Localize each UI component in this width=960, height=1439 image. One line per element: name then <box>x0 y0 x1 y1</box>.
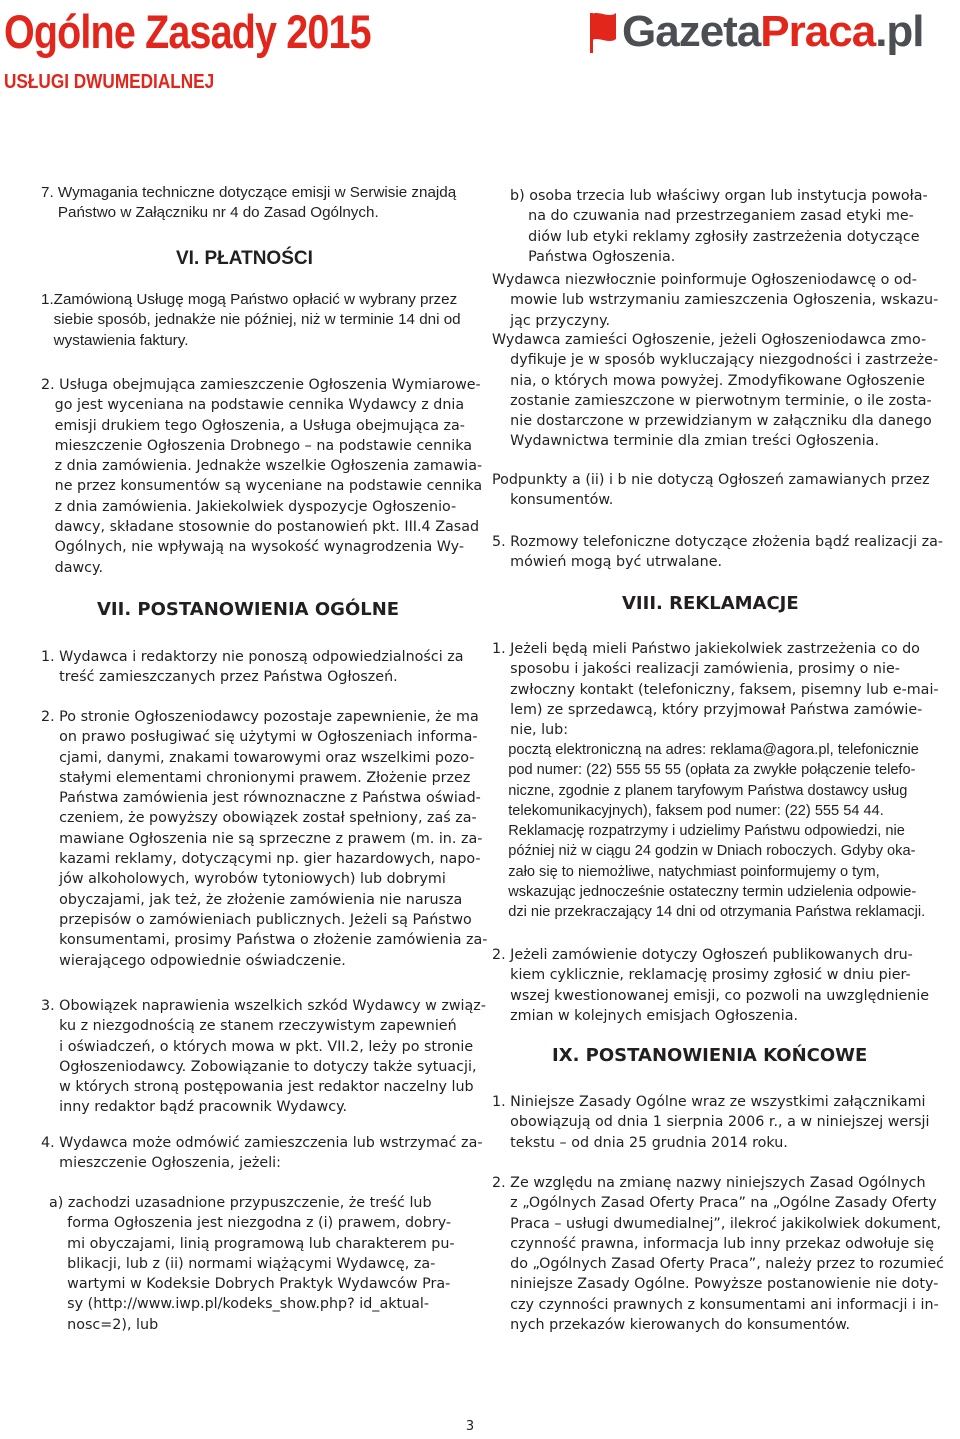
heading-vii-general: VII. POSTANOWIENIA OGÓLNE <box>97 599 400 620</box>
page-title: Ogólne Zasady 2015 <box>4 5 371 58</box>
section7-item3: 3. Obowiązek naprawienia wszelkich szkód Wydawcy w związ- ku z niezgodnością ze stanem rzeczywistym zapewnień i oświadczeń, o których mowa w pkt. VII.2, leży po stronie Ogłoszeniodawcy. Zobowiązanie to dotyczy także sytuacji, w których stroną postępowania jest redaktor naczelny lub inny redaktor bądź pracownik Wydawcy. <box>41 998 486 1116</box>
section7-item1: 1. Wydawca i redaktorzy nie ponoszą odpowiedzialności za treść zamieszczanych przez Państwa Ogłoszeń. <box>41 649 464 686</box>
page-number: 3 <box>465 1419 475 1434</box>
section9-item2: 2. Ze względu na zmianę nazwy niniejszych Zasad Ogólnych z „Ogólnych Zasad Oferty Praca” na „Ogólne Zasady Oferty Praca – usługi dwumedialnej”, ilekroć jakikolwiek dokument, czynność prawna, informacja lub inny przekaz odwołuje się do „Ogólnych Zasad Oferty Praca”, należy przez to rozumieć niniejsze Zasady Ogólne. Powyższe postanowienie nie doty- czy czynności prawnych z konsumentami ani informacji i in- nych przekazów kierowanych do konsumentów. <box>492 1175 945 1334</box>
gazetapraca-logo <box>588 4 960 60</box>
section6-item2: 2. Usługa obejmująca zamieszczenie Ogłoszenia Wymiarowe- go jest wyceniana na podstawie cennika Wydawcy z dnia emisji drukiem tego Ogłoszenia, a Usługa obejmująca za- mieszczenie Ogłoszenia Drobnego – na podstawie cennika z dnia zamówienia. Jednakże wszelkie Ogłoszenia zamawia- ne przez konsumentów są wyceniane na podstawie cennika z dnia zamówienia. Jakiekolwiek dyspozycje Ogłoszenio- dawcy, składane stosownie do postanowień pkt. III.4 Zasad Ogólnych, nie wpływają na wysokość wynagrodzenia Wy- dawcy. <box>41 377 483 576</box>
logo-part-2: Praca <box>760 7 876 56</box>
section8-item2: 2. Jeżeli zamówienie dotyczy Ogłoszeń publikowanych dru- kiem cyklicznie, reklamację prosimy zgłosić w dniu pier- wszej kwestionowanej emisji, co pozwoli na uwzględnienie zmian w kolejnych emisjach Ogłoszenia. <box>492 947 930 1024</box>
section7-item4: 4. Wydawca może odmówić zamieszczenia lub wstrzymać za- mieszczenie Ogłoszenia, jeżeli: <box>41 1135 483 1172</box>
section6-item1: 1.Zamówioną Usługę mogą Państwo opłacić w wybrany przez siebie sposób, jednakże nie później, niż w terminie 14 dni od wystawienia faktury. <box>41 291 461 349</box>
section7-item4b-modification: Wydawca zamieści Ogłoszenie, jeżeli Ogłoszeniodawca zmo- dyfikuje je w sposób wykluczający niezgodności i zastrzeże- nia, o których mowa powyżej. Zmodyfikowane Ogłoszenie zostanie zamieszczone w pierwotnym terminie, o ile zosta- nie dostarczone w przewidzianym w załączniku dla danego Wydawnictwa terminie dla zmian treści Ogłoszenia. <box>492 332 939 450</box>
logo-part-1: Gazeta <box>622 7 761 56</box>
heading-vi-payments: VI. PŁATNOŚCI <box>176 248 313 269</box>
logo-part-3: .pl <box>875 7 924 56</box>
gazeta-flag-icon <box>588 9 618 55</box>
heading-ix-final: IX. POSTANOWIENIA KOŃCOWE <box>552 1045 868 1066</box>
section8-item1: 1. Jeżeli będą mieli Państwo jakiekolwiek zastrzeżenia co do sposobu i jakości realizacji zamówienia, prosimy o nie- zwłoczny kontakt (telefoniczny, faksem, pisemny lub e-mai- lem) ze sprzedawcą, który przyjmował Państwa zamówie- nie, lub: <box>492 641 939 739</box>
section8-item1-contact: pocztą elektroniczną na adres: reklama@agora.pl, telefonicznie pod numer: (22) 555 55 55 (opłata za zwykłe połączenie telefo- niczne, zgodnie z planem taryfowym Państwa dostawcy usług telekomunikacyjnych), faksem pod numer: (22) 555 54 44. Reklamację rozpatrzymy i udzielimy Państwu odpowiedzi, nie później niż w ciągu 24 godzin w Dniach roboczych. Gdyby oka- zało się to niemożliwe, natychmiast poinformujemy o tym, wskazując jednocześnie ostateczny termin udzielenia odpowie- dzi nie przekraczający 14 dni od otrzymania Państwa reklamacji. <box>508 742 926 921</box>
section7-item2: 2. Po stronie Ogłoszeniodawcy pozostaje zapewnienie, że ma on prawo posługiwać się użytymi w Ogłoszeniach informa- cjami, danymi, znakami towarowymi oraz wszelkimi pozo- stałymi elementami chronionymi prawem. Złożenie przez Państwa zamówienia jest równoznaczne z Państwa oświad- czeniem, że powyższy obowiązek został spełniony, zaś za- mawiane Ogłoszenia nie są sprzeczne z prawem (m. in. za- kazami reklamy, dotyczącymi np. gier hazardowych, napo- jów alkoholowych, wyrobów tytoniowych) lub dobrymi obyczajami, jak też, że złożenie zamówienia nie narusza przepisów o zamówieniach publicznych. Jeżeli są Państwo konsumentami, prosimy Państwa o złożenie zamówienia za- wierającego odpowiednie oświadczenie. <box>41 709 488 969</box>
section7-item4a: a) zachodzi uzasadnione przypuszczenie, że treść lub forma Ogłoszenia jest niezgodna z (i) prawem, dobry- mi obyczajami, linią programową lub charakterem pu- blikacji, lub z (ii) normami wiążącymi Wydawcę, za- wartymi w Kodeksie Dobrych Praktyk Wydawców Pra- sy (http://www.iwp.pl/kodeks_show.php? id_aktual- nosc=2), lub <box>49 1195 455 1333</box>
section9-item1: 1. Niniejsze Zasady Ogólne wraz ze wszystkimi załącznikami obowiązują od dnia 1 sierpnia 2006 r., a w niniejszej wersji tekstu – od dnia 25 grudnia 2014 roku. <box>492 1094 930 1151</box>
section6-item7: 7. Wymagania techniczne dotyczące emisji w Serwisie znajdą Państwo w Załączniku nr 4 do Zasad Ogólnych. <box>41 184 457 222</box>
logo-wordmark <box>622 4 924 60</box>
section7-item5: 5. Rozmowy telefoniczne dotyczące złożenia bądź realizacji za- mówień mogą być utrwalane. <box>492 534 944 571</box>
page-subtitle: USŁUGI DWUMEDIALNEJ <box>4 71 215 93</box>
heading-viii-complaints: VIII. REKLAMACJE <box>622 593 799 614</box>
section7-item4b-refusal: Wydawca niezwłocznie poinformuje Ogłoszeniodawcę o od- mowie lub wstrzymaniu zamieszczenia Ogłoszenia, wskazu- jąc przyczyny. <box>492 272 939 329</box>
section7-item4c: Podpunkty a (ii) i b nie dotyczą Ogłoszeń zamawianych przez konsumentów. <box>492 472 930 509</box>
section7-item4b: b) osoba trzecia lub właściwy organ lub instytucja powoła- na do czuwania nad przestrzeganiem zasad etyki me- diów lub etyki reklamy zgłosiły zastrzeżenia dotyczące Państwa Ogłoszenia. <box>510 188 928 265</box>
